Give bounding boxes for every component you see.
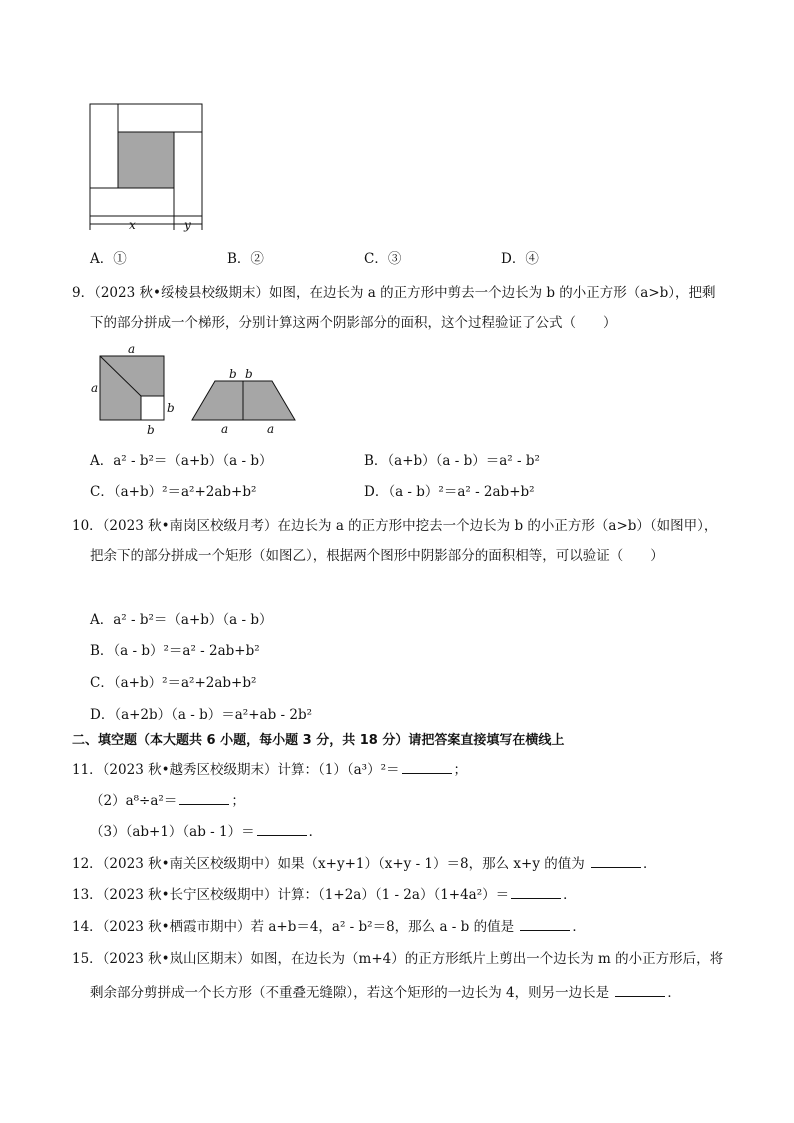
q15-line2: 剩余部分剪拼成一个长方形（不重叠无缝隙），若这个矩形的一边长为 4，则另一边长是 ．	[90, 982, 681, 1003]
q10-option-a: A．a² - b²＝（a+b）（a - b）	[90, 612, 273, 628]
svg-text:a: a	[221, 422, 229, 435]
svg-text:a: a	[128, 342, 136, 356]
q8-option-d: D．④	[501, 251, 539, 267]
q9-option-a: A．a² - b²＝（a+b）（a - b）	[90, 453, 273, 469]
section-2-heading: 二、填空题（本大题共 6 小题，每小题 3 分，共 18 分）请把答案直接填写在横线上	[72, 733, 565, 748]
q15-line1: 15．（2023 秋•岚山区期末）如图，在边长为（m+4）的正方形纸片上剪出一个边长为 m 的小正方形后，将	[72, 951, 724, 967]
q9-stem-line1: 9．（2023 秋•绥棱县校级期末）如图，在边长为 a 的正方形中剪去一个边长为 b 的小正方形（a>b），把剩	[72, 285, 716, 301]
q9-option-d: D．（a - b）²＝a² - 2ab+b²	[364, 484, 535, 500]
q12-line: 12．（2023 秋•南关区校级期中）如果（x+y+1）（x+y - 1）＝8，那么 x+y 的值为 ．	[72, 853, 657, 874]
svg-text:b: b	[147, 423, 155, 435]
answer-blank[interactable]	[402, 759, 452, 774]
answer-blank[interactable]	[179, 790, 229, 805]
q11-line3: （3）（ab+1）（ab - 1）＝ ．	[90, 821, 322, 842]
svg-text:b: b	[229, 367, 237, 381]
svg-text:a: a	[91, 381, 99, 395]
q10-option-d: D．（a+2b）（a - b）＝a²+ab - 2b²	[90, 707, 312, 723]
q11-line2: （2）a⁸÷a²＝ ；	[90, 790, 245, 811]
q10-option-c: C．（a+b）²＝a²+2ab+b²	[90, 675, 257, 691]
q9-figure	[85, 340, 305, 435]
y-label: y	[184, 218, 191, 232]
q8-figure	[84, 100, 214, 235]
svg-text:b: b	[167, 401, 175, 415]
q10-stem-line1: 10．（2023 秋•南岗区校级月考）在边长为 a 的正方形中挖去一个边长为 b 的小正方形（a>b）（如图甲），	[72, 518, 718, 534]
svg-text:b: b	[245, 367, 253, 381]
shaded-square	[118, 132, 174, 188]
answer-blank[interactable]	[615, 982, 665, 997]
q9-stem-line2: 下的部分拼成一个梯形，分别计算这两个阴影部分的面积，这个过程验证了公式（ ）	[90, 315, 617, 331]
q14-line: 14．（2023 秋•栖霞市期中）若 a+b＝4，a² - b²＝8，那么 a - b 的值是 ．	[72, 916, 586, 937]
q11-line1: 11．（2023 秋•越秀区校级期末）计算：（1）（a³）²＝ ；	[72, 759, 467, 780]
answer-blank[interactable]	[511, 884, 561, 899]
q8-option-a: A．①	[90, 251, 127, 267]
q13-line: 13．（2023 秋•长宁区校级期中）计算：（1+2a）（1 - 2a）（1+4a²）＝ ．	[72, 884, 577, 905]
q9-option-c: C．（a+b）²＝a²+2ab+b²	[90, 484, 257, 500]
q10-option-b: B．（a - b）²＝a² - 2ab+b²	[90, 643, 260, 659]
svg-text:a: a	[267, 422, 275, 435]
q8-option-c: C．③	[364, 251, 402, 267]
x-label: x	[129, 218, 136, 232]
q8-option-b: B．②	[227, 251, 264, 267]
answer-blank[interactable]	[591, 853, 641, 868]
q9-option-b: B．（a+b）（a - b）＝a² - b²	[364, 453, 540, 469]
q10-stem-line2: 把余下的部分拼成一个矩形（如图乙），根据两个图形中阴影部分的面积相等，可以验证（ ）	[90, 548, 664, 564]
small-square	[141, 396, 164, 420]
answer-blank[interactable]	[257, 821, 307, 836]
answer-blank[interactable]	[520, 916, 570, 931]
